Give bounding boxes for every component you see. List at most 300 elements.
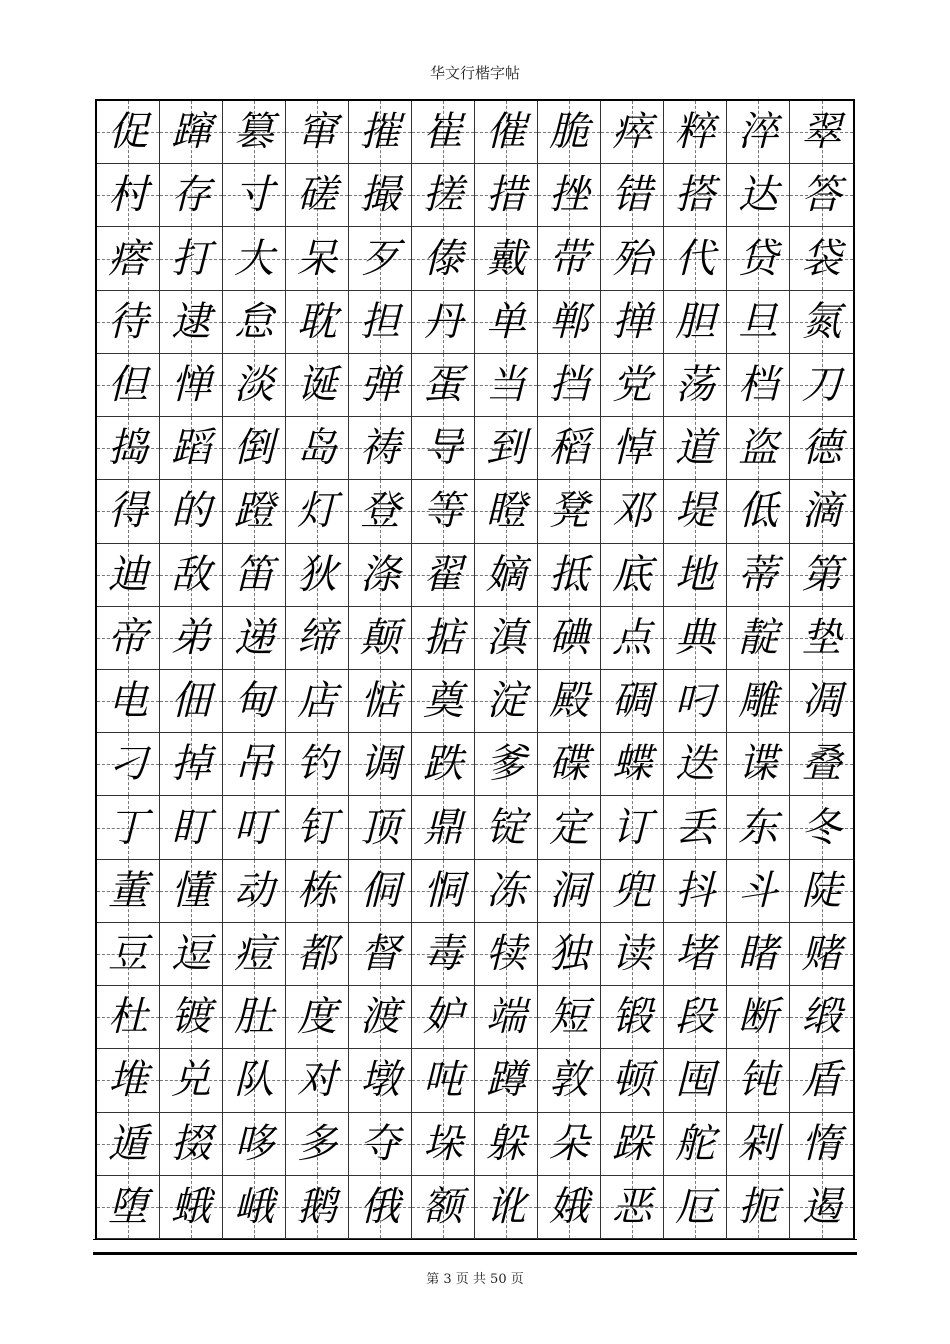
character: 兜 [612, 867, 652, 914]
grid-cell [475, 101, 538, 164]
grid-cell [538, 1113, 601, 1176]
grid-cell [349, 354, 412, 417]
character: 蒂 [738, 551, 778, 598]
grid-cell [160, 860, 223, 923]
grid-cell [412, 796, 475, 859]
character: 挡 [549, 361, 589, 408]
character: 懂 [171, 867, 211, 914]
grid-cell [97, 1113, 160, 1176]
page-title: 华文行楷字帖 [429, 64, 520, 82]
grid-cell [475, 1049, 538, 1112]
character: 但 [108, 361, 148, 408]
character: 德 [801, 425, 842, 472]
grid-cell [601, 227, 664, 290]
grid-cell [412, 860, 475, 923]
character: 瞪 [486, 488, 526, 535]
character: 犊 [486, 930, 526, 977]
grid-cell [727, 480, 790, 543]
character: 荡 [675, 361, 715, 408]
grid-cell [790, 986, 853, 1049]
character: 掇 [171, 1120, 211, 1167]
character: 胆 [675, 298, 715, 345]
grid-cell [727, 670, 790, 733]
grid-cell [790, 354, 853, 417]
grid-cell [223, 164, 286, 227]
grid-cell [727, 986, 790, 1049]
character: 督 [360, 930, 400, 977]
character: 囤 [675, 1057, 715, 1104]
character: 跌 [423, 741, 463, 788]
grid-cell [475, 986, 538, 1049]
grid-cell [727, 607, 790, 670]
grid-cell [727, 417, 790, 480]
character: 呆 [297, 235, 337, 282]
character: 丢 [675, 804, 715, 851]
character: 堕 [108, 1183, 148, 1230]
grid-cell [286, 480, 349, 543]
character: 刀 [801, 361, 842, 408]
character: 毒 [423, 930, 463, 977]
character: 墩 [360, 1057, 400, 1104]
character: 邓 [612, 488, 652, 535]
character: 笛 [234, 551, 274, 598]
grid-cell [664, 860, 727, 923]
grid-cell [538, 733, 601, 796]
character: 剁 [738, 1120, 778, 1167]
character: 答 [801, 172, 842, 219]
character: 稻 [549, 425, 589, 472]
character: 打 [171, 235, 211, 282]
grid-cell [790, 417, 853, 480]
character: 翟 [423, 551, 463, 598]
grid-cell [601, 480, 664, 543]
character: 凳 [549, 488, 589, 535]
grid-cell [349, 480, 412, 543]
grid-cell [97, 164, 160, 227]
character: 东 [738, 804, 778, 851]
character: 洞 [549, 867, 589, 914]
grid-cell [412, 544, 475, 607]
character: 歹 [360, 235, 400, 282]
character: 蝶 [612, 741, 652, 788]
character: 恫 [423, 867, 463, 914]
grid-cell [601, 860, 664, 923]
grid-cell [97, 101, 160, 164]
character: 祷 [360, 425, 400, 472]
character: 盗 [738, 425, 778, 472]
character: 抖 [675, 867, 715, 914]
character: 蛋 [423, 361, 463, 408]
character: 渡 [360, 994, 400, 1041]
grid-cell [412, 670, 475, 733]
character: 磋 [297, 172, 337, 219]
grid-cell [223, 796, 286, 859]
grid-cell [412, 417, 475, 480]
character: 篡 [234, 109, 274, 156]
grid-cell [790, 1049, 853, 1112]
grid-cell [286, 291, 349, 354]
grid-cell [412, 480, 475, 543]
grid-cell [286, 164, 349, 227]
character: 到 [486, 425, 526, 472]
grid-cell [664, 544, 727, 607]
character: 促 [108, 109, 148, 156]
character: 冻 [486, 867, 526, 914]
grid-cell [349, 670, 412, 733]
character: 讹 [486, 1183, 526, 1230]
character: 搓 [423, 172, 463, 219]
grid-cell [601, 733, 664, 796]
grid-cell [412, 986, 475, 1049]
grid-cell [412, 164, 475, 227]
grid-cell [286, 796, 349, 859]
character: 郸 [549, 298, 589, 345]
grid-cell [286, 354, 349, 417]
grid-cell [475, 860, 538, 923]
character: 斗 [738, 867, 778, 914]
grid-cell [349, 1113, 412, 1176]
grid-cell [223, 544, 286, 607]
character: 袋 [801, 235, 842, 282]
grid-cell [664, 923, 727, 986]
character: 带 [549, 235, 589, 282]
character: 店 [297, 678, 337, 725]
character: 恶 [612, 1183, 652, 1230]
character: 队 [234, 1057, 274, 1104]
character: 灯 [297, 488, 337, 535]
grid-cell [97, 480, 160, 543]
character: 舵 [675, 1120, 715, 1167]
character: 惦 [360, 678, 400, 725]
character: 脆 [549, 109, 589, 156]
character: 典 [675, 614, 715, 661]
character: 岛 [297, 425, 337, 472]
grid-cell [538, 607, 601, 670]
character: 睹 [738, 930, 778, 977]
grid-cell [97, 1049, 160, 1112]
character: 翠 [801, 109, 842, 156]
grid-cell [538, 1049, 601, 1112]
character: 蹲 [486, 1057, 526, 1104]
grid-cell [475, 544, 538, 607]
grid-cell [601, 544, 664, 607]
character: 嫡 [486, 551, 526, 598]
character: 点 [612, 614, 652, 661]
character: 娥 [549, 1183, 589, 1230]
character: 凋 [801, 678, 842, 725]
grid-cell [286, 101, 349, 164]
grid-cell [412, 607, 475, 670]
grid-cell [475, 480, 538, 543]
grid-cell [349, 101, 412, 164]
grid-cell [349, 796, 412, 859]
grid-cell [538, 923, 601, 986]
grid-cell [97, 607, 160, 670]
grid-cell [790, 1176, 853, 1239]
character: 摧 [360, 109, 400, 156]
grid-cell [664, 291, 727, 354]
character: 掸 [612, 298, 652, 345]
grid-cell [727, 733, 790, 796]
grid-cell [790, 607, 853, 670]
grid-cell [160, 101, 223, 164]
grid-cell [412, 101, 475, 164]
character: 叮 [234, 804, 274, 851]
character: 峨 [234, 1183, 274, 1230]
character: 导 [423, 425, 463, 472]
grid-cell [727, 860, 790, 923]
character: 惮 [171, 361, 211, 408]
grid-cell [223, 607, 286, 670]
character: 颠 [360, 614, 400, 661]
character: 遏 [801, 1183, 842, 1230]
grid-cell [790, 796, 853, 859]
grid-cell [286, 607, 349, 670]
grid-cell [538, 101, 601, 164]
character: 定 [549, 804, 589, 851]
grid-cell [412, 354, 475, 417]
character: 氮 [801, 298, 842, 345]
grid-cell [538, 1176, 601, 1239]
grid-cell [727, 354, 790, 417]
grid-cell [790, 733, 853, 796]
character: 涤 [360, 551, 400, 598]
character: 第 [801, 551, 842, 598]
character: 吨 [423, 1057, 463, 1104]
grid-cell [664, 164, 727, 227]
character: 鹅 [297, 1183, 337, 1230]
character: 戴 [486, 235, 526, 282]
grid-cell [286, 544, 349, 607]
character: 蹈 [171, 425, 211, 472]
grid-cell [664, 101, 727, 164]
grid-cell [475, 1176, 538, 1239]
character: 订 [612, 804, 652, 851]
grid-cell [538, 354, 601, 417]
grid-cell [97, 860, 160, 923]
character: 冬 [801, 804, 842, 851]
character: 敦 [549, 1057, 589, 1104]
character: 赌 [801, 930, 842, 977]
grid-cell [97, 923, 160, 986]
character: 都 [297, 930, 337, 977]
character: 堵 [675, 930, 715, 977]
character: 滴 [801, 488, 842, 535]
grid-cell [160, 164, 223, 227]
grid-cell [286, 733, 349, 796]
grid-cell [664, 1049, 727, 1112]
grid-cell [223, 1176, 286, 1239]
character: 惰 [801, 1120, 842, 1167]
grid-cell [601, 923, 664, 986]
character: 代 [675, 235, 715, 282]
character: 顶 [360, 804, 400, 851]
grid-cell [223, 986, 286, 1049]
grid-cell [223, 1049, 286, 1112]
character: 的 [171, 488, 211, 535]
character: 蹬 [234, 488, 274, 535]
character: 底 [612, 551, 652, 598]
character: 村 [108, 172, 148, 219]
grid-cell [538, 544, 601, 607]
grid-cell [601, 1049, 664, 1112]
grid-cell [160, 670, 223, 733]
grid-cell [97, 417, 160, 480]
character: 陡 [801, 867, 842, 914]
character: 盯 [171, 804, 211, 851]
grid-cell [160, 733, 223, 796]
grid-cell [538, 417, 601, 480]
grid-cell [160, 544, 223, 607]
character: 存 [171, 172, 211, 219]
character: 达 [738, 172, 778, 219]
character: 大 [234, 235, 274, 282]
character: 悼 [612, 425, 652, 472]
character: 叼 [675, 678, 715, 725]
character: 度 [297, 994, 337, 1041]
grid-cell [601, 417, 664, 480]
character: 堆 [108, 1057, 148, 1104]
character: 电 [108, 678, 148, 725]
grid-cell [790, 480, 853, 543]
character: 党 [612, 361, 652, 408]
grid-cell [97, 291, 160, 354]
grid-cell [286, 1176, 349, 1239]
character: 掉 [171, 741, 211, 788]
character: 兑 [171, 1057, 211, 1104]
grid-cell [97, 227, 160, 290]
grid-cell [727, 291, 790, 354]
character: 碟 [549, 741, 589, 788]
character: 杜 [108, 994, 148, 1041]
grid-cell [349, 923, 412, 986]
character: 顿 [612, 1057, 652, 1104]
character: 逗 [171, 930, 211, 977]
character: 诞 [297, 361, 337, 408]
character: 崔 [423, 109, 463, 156]
character: 蹿 [171, 109, 211, 156]
page-number: 第 3 页 共 50 页 [426, 1272, 524, 1287]
character: 搭 [675, 172, 715, 219]
grid-cell [601, 607, 664, 670]
grid-cell [727, 1176, 790, 1239]
grid-cell [475, 733, 538, 796]
grid-cell [601, 1113, 664, 1176]
character: 殿 [549, 678, 589, 725]
grid-cell [475, 670, 538, 733]
character: 独 [549, 930, 589, 977]
character: 栋 [297, 867, 337, 914]
grid-cell [97, 544, 160, 607]
grid-cell [475, 164, 538, 227]
grid-cell [664, 1176, 727, 1239]
grid-cell [160, 607, 223, 670]
grid-cell [538, 227, 601, 290]
grid-cell [790, 670, 853, 733]
character: 雕 [738, 678, 778, 725]
grid-cell [160, 480, 223, 543]
grid-cell [223, 417, 286, 480]
character: 滇 [486, 614, 526, 661]
character: 丹 [423, 298, 463, 345]
character: 钓 [297, 741, 337, 788]
grid-cell [538, 860, 601, 923]
character: 迪 [108, 551, 148, 598]
character: 待 [108, 298, 148, 345]
character: 撮 [360, 172, 400, 219]
grid-cell [160, 417, 223, 480]
grid-cell [790, 227, 853, 290]
grid-cell [349, 164, 412, 227]
character: 丁 [108, 804, 148, 851]
character: 哆 [234, 1120, 274, 1167]
character: 缔 [297, 614, 337, 661]
character: 挫 [549, 172, 589, 219]
grid-cell [664, 417, 727, 480]
character: 地 [675, 551, 715, 598]
character: 跺 [612, 1120, 652, 1167]
grid-cell [349, 607, 412, 670]
grid-cell [97, 796, 160, 859]
character: 等 [423, 488, 463, 535]
grid-cell [601, 670, 664, 733]
character: 躲 [486, 1120, 526, 1167]
character: 错 [612, 172, 652, 219]
grid-cell [223, 860, 286, 923]
character: 单 [486, 298, 526, 345]
character: 傣 [423, 235, 463, 282]
grid-cell [601, 291, 664, 354]
grid-cell [538, 164, 601, 227]
grid-cell [349, 733, 412, 796]
grid-cell [601, 101, 664, 164]
character: 谍 [738, 741, 778, 788]
character: 淬 [738, 109, 778, 156]
grid-cell [349, 986, 412, 1049]
character: 刁 [108, 741, 148, 788]
grid-cell [790, 164, 853, 227]
character: 佃 [171, 678, 211, 725]
grid-cell [286, 923, 349, 986]
character: 鼎 [423, 804, 463, 851]
grid-cell [475, 923, 538, 986]
grid-cell [160, 923, 223, 986]
character: 叠 [801, 741, 842, 788]
character: 倒 [234, 425, 274, 472]
grid-cell [223, 670, 286, 733]
character: 甸 [234, 678, 274, 725]
grid-cell [412, 1049, 475, 1112]
grid-cell [349, 1176, 412, 1239]
character: 逮 [171, 298, 211, 345]
grid-cell [160, 986, 223, 1049]
character: 爹 [486, 741, 526, 788]
character: 耽 [297, 298, 337, 345]
grid-cell [160, 227, 223, 290]
character: 豆 [108, 930, 148, 977]
character: 钝 [738, 1057, 778, 1104]
grid-cell [790, 860, 853, 923]
grid-cell [160, 1176, 223, 1239]
grid-cell [727, 1113, 790, 1176]
grid-cell [349, 544, 412, 607]
grid-cell [664, 354, 727, 417]
character: 妒 [423, 994, 463, 1041]
character: 夺 [360, 1120, 400, 1167]
grid-cell [538, 796, 601, 859]
grid-cell [727, 101, 790, 164]
grid-cell [412, 227, 475, 290]
